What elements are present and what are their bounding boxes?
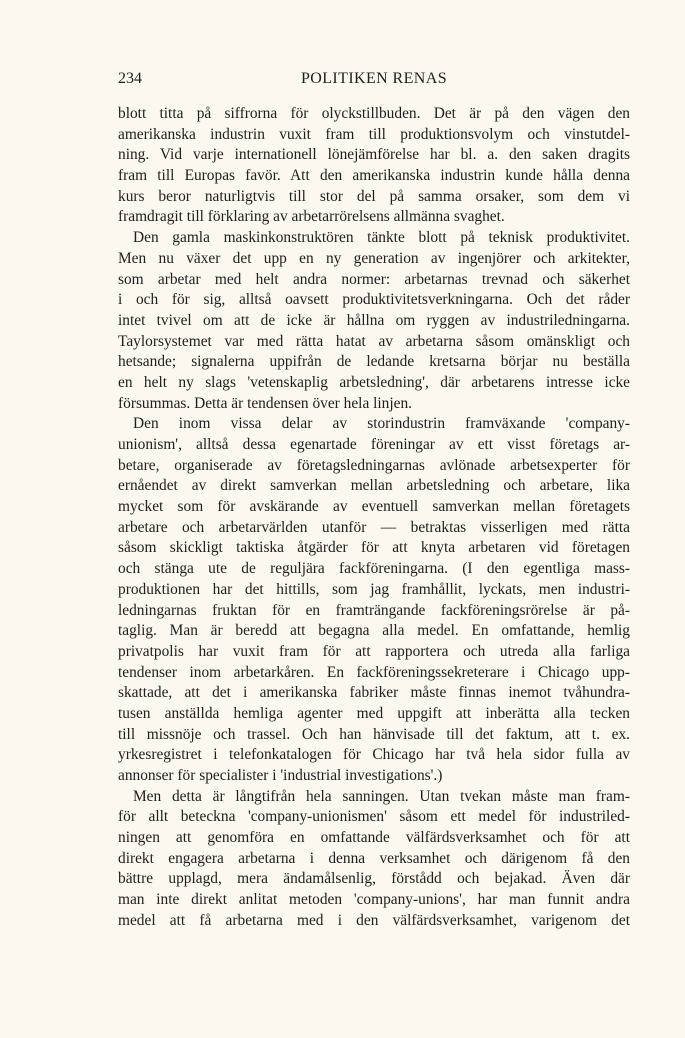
text-line: framdragit till förklaring av arbetarrörelsens allmänna svaghet.	[118, 208, 505, 226]
text-line: intet tvivel om att de icke är hållna om ryggen av industriledningarna.	[118, 311, 630, 329]
text-line: unionism', alltså dessa egenartade föreningar av ett visst företags ar-	[118, 436, 630, 453]
text-line: Men detta är långtifrån hela sanningen. Utan tvekan måste man fram-	[133, 787, 630, 805]
text-line: Den inom vissa delar av storindustrin framväxande 'company-	[133, 415, 630, 433]
text-line: blott titta på siffrorna för olyckstillbuden. Det är på den vägen den	[118, 105, 630, 122]
text-line: tusen anställda hemliga agenter med uppgift att inberätta alla tecken	[118, 704, 630, 722]
text-line: Taylorsystemet var med rätta hatat av arbetarna såsom omänskligt och	[118, 332, 630, 350]
page-number: 234	[118, 70, 142, 87]
text-line: direkt engagera arbetarna i denna verksamhet och därigenom få den	[118, 849, 630, 867]
text-line: Den gamla maskinkonstruktören tänkte blott på teknisk produktivitet.	[133, 229, 630, 247]
text-line: bättre upplagd, mera ändamålsenlig, förstådd och bejakad. Även där	[118, 870, 630, 888]
text-line: ledningarnas fruktan för en framträngande fackföreningsrörelse är på-	[118, 601, 630, 619]
text-line: medel att få arbetarna med i den välfärdsverksamhet, varigenom det	[118, 911, 630, 929]
text-line: yrkesregistret i telefonkatalogen för Chicago har två hela sidor fulla av	[118, 746, 630, 764]
page-header	[118, 70, 630, 92]
text-line: taglig. Man är beredd att begagna alla medel. En omfattande, hemlig	[118, 622, 630, 640]
text-line: privatpolis har vuxit fram för att rapportera och utreda alla farliga	[118, 642, 630, 660]
text-line: såsom skickligt taktiska åtgärder för att knyta arbetaren vid företagen	[118, 539, 630, 557]
text-line: produktionen har det hittills, som jag framhållit, lyckats, men industri-	[118, 580, 630, 598]
text-line: och stänga ute de reguljära fackföreningarna. (I den egentliga mass-	[118, 560, 630, 578]
text-line: hetsande; signalerna uppifrån de ledande kretsarna börjar nu beställa	[118, 353, 630, 371]
text-line: amerikanska industrin vuxit fram till produktionsvolym och vinstutdel-	[118, 125, 630, 143]
text-line: ernåendet av direkt samverkan mellan arbetsledning och arbetare, lika	[118, 477, 630, 495]
text-line: i och för sig, alltså oavsett produktivitetsverkningarna. Och det råder	[118, 291, 630, 309]
text-line: ningen att genomföra en omfattande välfärdsverksamhet och för att	[118, 829, 630, 847]
body-text	[118, 104, 630, 932]
text-line: som arbetar med helt andra normer: arbetarnas trevnad och säkerhet	[118, 270, 630, 288]
text-line: arbetare och arbetarvärlden utanför — betraktas visserligen med rätta	[118, 518, 630, 536]
text-line: kurs beror naturligtvis till stor del på samma orsaker, som dem vi	[118, 187, 630, 205]
text-line: skattade, att det i amerikanska fabriker måste finnas inemot tvåhundra-	[118, 684, 630, 702]
text-line: till missnöje och trassel. Och han hänvisade till det faktum, att t. ex.	[118, 725, 630, 743]
text-line: mycket som för avskärande av eventuell samverkan mellan företagets	[118, 498, 630, 516]
running-head: POLITIKEN RENAS	[301, 70, 447, 87]
text-line: försummas. Detta är tendensen över hela linjen.	[118, 394, 413, 412]
text-line: tendenser inom arbetarkåren. En fackföreningssekreterare i Chicago upp-	[118, 663, 630, 681]
text-line: en helt ny slags 'vetenskaplig arbetsledning', där arbetarens intresse icke	[118, 373, 630, 391]
text-line: annonser för specialister i 'industrial investigations'.)	[118, 767, 443, 784]
text-line: ning. Vid varje internationell lönejämförelse har bl. a. den saken dragits	[118, 146, 630, 164]
text-line: för allt beteckna 'company-unionismen' såsom ett medel för industriled-	[118, 808, 630, 826]
text-line: man inte direkt anlitat metoden 'company-unions', har man funnit andra	[118, 891, 630, 909]
text-line: Men nu växer det upp en ny generation av ingenjörer och arkitekter,	[118, 249, 630, 267]
text-line: fram till Europas favör. Att den amerikanska industrin kunde hålla denna	[118, 167, 630, 185]
text-line: betare, organiserade av företagsledningarnas avlönade arbetsexperter för	[118, 456, 630, 474]
